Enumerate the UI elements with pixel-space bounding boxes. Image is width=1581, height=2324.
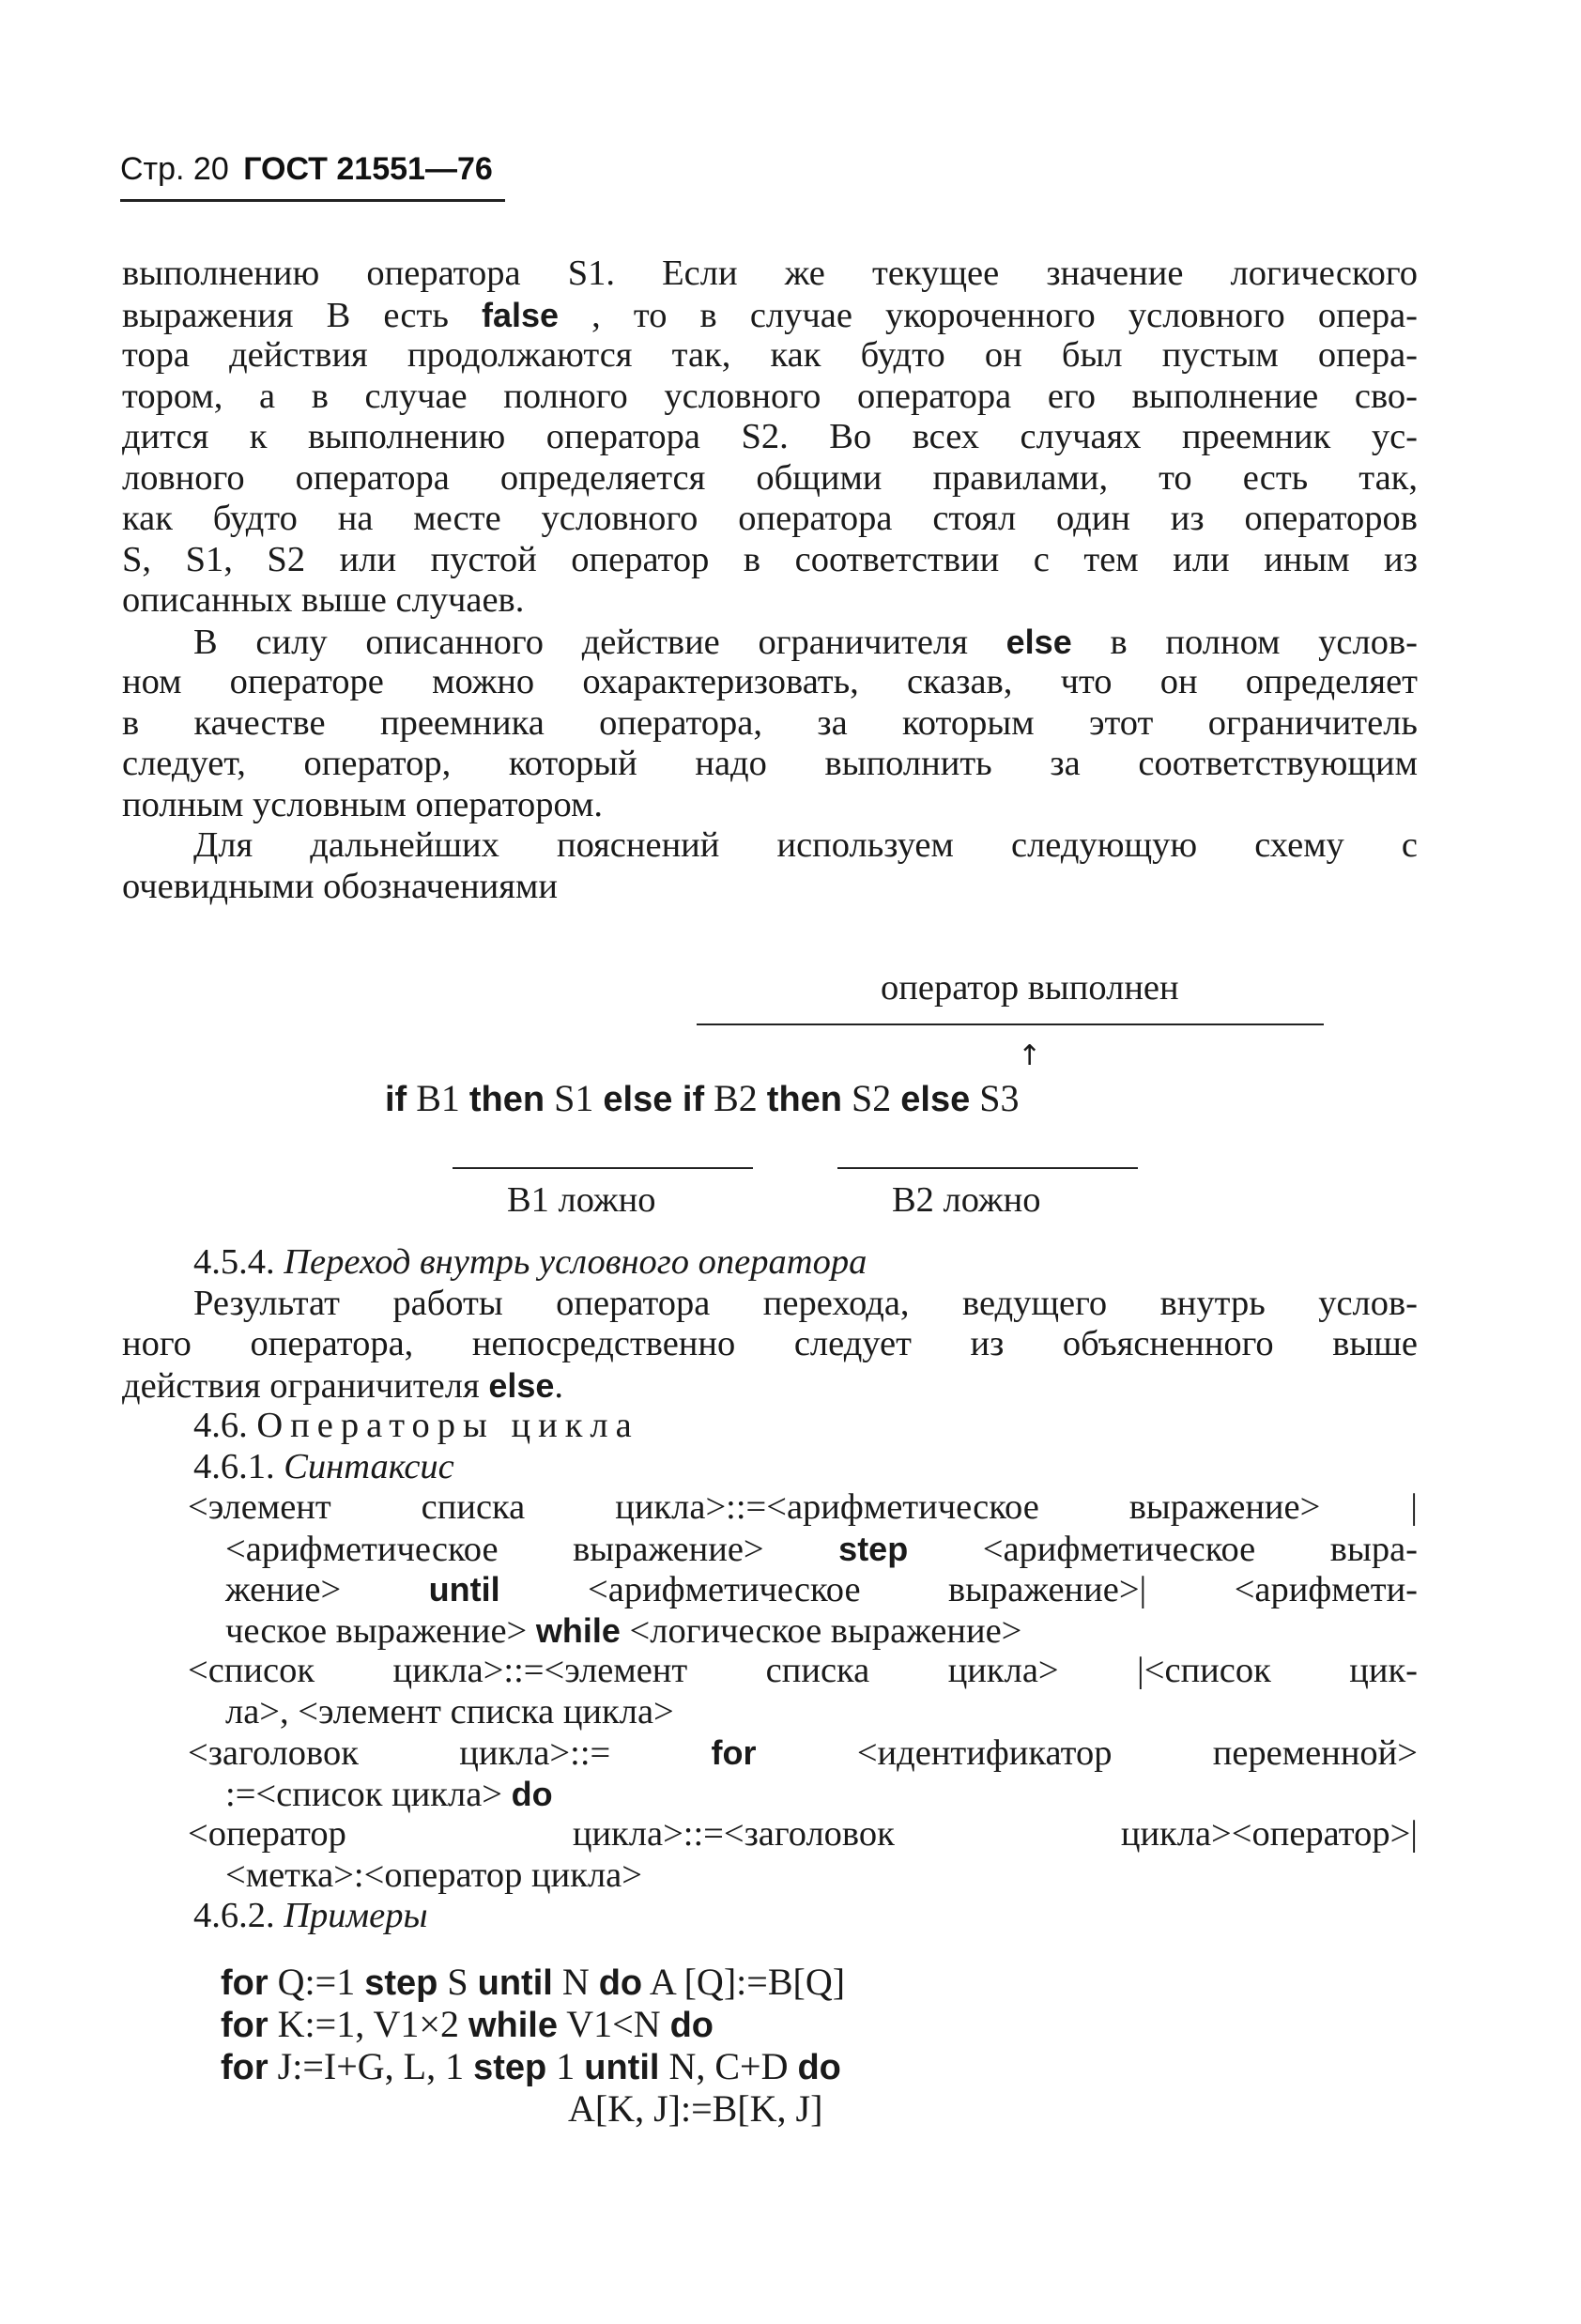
body-text-top <box>122 254 1418 907</box>
text-run: A[K, J]:=B[K, J] <box>568 2087 823 2130</box>
keyword: for <box>221 2048 269 2087</box>
text-run: N <box>552 1961 599 2003</box>
text-run: S <box>437 1961 478 2003</box>
example-line <box>221 2003 845 2045</box>
keyword: step <box>364 1963 438 2003</box>
syntax-line <box>122 1732 1418 1774</box>
text-run: N, C+D <box>659 2045 798 2087</box>
text-line <box>122 1365 1418 1407</box>
syntax-line <box>122 1814 1418 1855</box>
loop-syntax-rules <box>122 1487 1418 1896</box>
text-line: ного оператора, непосредственно следует из объясненного выше <box>122 1324 1418 1363</box>
paragraph-scheme-intro <box>122 825 1418 907</box>
keyword: for <box>711 1733 757 1772</box>
text-line <box>122 295 1418 336</box>
scheme-top-label: оператор выполнен <box>881 968 1179 1008</box>
section-4-6-2-heading: 4.6.2. Примеры <box>193 1896 428 1935</box>
scheme-expression <box>385 1077 1019 1121</box>
text-run: B1 <box>407 1077 469 1119</box>
text-run: K:=1, V1×2 <box>268 2003 468 2045</box>
text-run: <элемент списка цикла>::=<арифметическое выражение> | <box>188 1487 1418 1527</box>
text-run: <метка>:<оператор цикла> <box>225 1855 642 1895</box>
section-4-5-4-heading: 4.5.4. Переход внутрь условного оператора <box>193 1242 867 1282</box>
text-run: <логическое выражение> <box>620 1610 1022 1651</box>
keyword: do <box>797 2048 841 2087</box>
text-line: полным условным оператором. <box>122 784 604 824</box>
text-run: <список цикла>::=<элемент списка цикла> |<список цик- <box>188 1651 1418 1690</box>
text-run: в полном услов- <box>1071 622 1418 662</box>
text-run: жение> <box>225 1570 429 1609</box>
text-run: S3 <box>970 1077 1020 1119</box>
text-run: В силу описанного действие ограничителя <box>193 622 1006 662</box>
keyword: until <box>477 1963 553 2003</box>
keyword: do <box>511 1774 553 1813</box>
standard-number: ГОСТ 21551—76 <box>243 151 493 187</box>
keyword: do <box>669 2006 714 2045</box>
text-line: выполнению оператора S1. Если же текущее значение логического <box>122 254 1418 293</box>
example-line <box>221 2087 845 2130</box>
text-line: Для дальнейших пояснений используем следующую схему с <box>193 825 1418 865</box>
text-line: тором, а в случае полного условного оператора его выполнение сво- <box>122 376 1418 416</box>
keyword: while <box>535 1610 621 1650</box>
text-run: A [Q]:=B[Q] <box>642 1961 846 2003</box>
text-line: очевидными обозначениями <box>122 866 558 906</box>
page-number: Стр. 20 <box>120 151 229 187</box>
text-line: ловного оператора определяется общими правилами, то есть так, <box>122 457 1418 498</box>
text-run: <арифметическое выражение> <box>225 1529 839 1569</box>
keyword: for <box>221 1963 269 2003</box>
text-run: , то в случае укороченного условного опера- <box>559 295 1418 335</box>
text-run: S2 <box>842 1077 901 1119</box>
keyword: then <box>468 1080 545 1119</box>
scheme-b2-rule <box>837 1167 1138 1169</box>
text-run: <арифметическое выражение>| <арифмети- <box>499 1570 1418 1609</box>
keyword: else <box>488 1365 555 1405</box>
section-4-6-heading: 4.6. Операторы цикла <box>193 1406 639 1445</box>
up-arrow-icon: ↑ <box>1018 1039 1042 1072</box>
keyword: step <box>473 2048 547 2087</box>
syntax-line <box>122 1529 1418 1570</box>
section-4-6-1-heading: 4.6.1. Синтаксис <box>193 1446 454 1486</box>
keyword: if <box>385 1080 407 1119</box>
text-line: дится к выполнению оператора S2. Во всех случаях преемник ус- <box>122 417 1418 456</box>
text-run: 1 <box>546 2045 585 2087</box>
keyword: do <box>598 1963 643 2003</box>
keyword: until <box>584 2048 660 2087</box>
syntax-line <box>122 1774 1418 1815</box>
example-line <box>221 1961 845 2003</box>
text-run: ческое выражение> <box>225 1610 536 1651</box>
keyword: then <box>766 1080 843 1119</box>
paragraph-else-delimiter <box>122 622 1418 826</box>
text-run: <заголовок цикла>::= <box>188 1733 712 1773</box>
paragraph-operator-s2 <box>122 254 1418 622</box>
text-line <box>122 622 1418 663</box>
text-line: в качестве преемника оператора, за которым этот ограничитель <box>122 702 1418 743</box>
text-line: следует, оператор, который надо выполнить за соответствующим <box>122 744 1418 783</box>
text-run: S1 <box>545 1077 604 1119</box>
text-run: Q:=1 <box>268 1961 365 2003</box>
example-line <box>221 2045 845 2087</box>
syntax-line <box>122 1651 1418 1692</box>
text-run: <идентификатор переменной> <box>756 1733 1418 1773</box>
keyword: for <box>221 2006 269 2045</box>
syntax-line <box>122 1855 1418 1897</box>
text-line: S, S1, S2 или пустой оператор в соответствии с тем или иным из <box>122 539 1418 579</box>
text-run: J:=I+G, L, 1 <box>268 2045 474 2087</box>
scheme-b2-label: B2 ложно <box>892 1180 1041 1220</box>
loop-examples <box>221 1961 845 2130</box>
keyword: until <box>428 1570 500 1608</box>
keyword: while <box>468 2006 558 2045</box>
text-run: . <box>554 1365 564 1406</box>
text-run: <оператор цикла>::=<заголовок цикла><оператор>| <box>188 1814 1418 1854</box>
text-line: ном операторе можно охарактеризовать, сказав, что он определяет <box>122 662 1418 701</box>
text-run: ла>, <элемент списка цикла> <box>225 1691 674 1731</box>
keyword: else <box>900 1080 971 1119</box>
body-text-bottom <box>122 1242 1418 1937</box>
keyword: false <box>481 295 560 334</box>
keyword: else <box>1005 622 1072 661</box>
text-run: :=<список цикла> <box>225 1774 512 1814</box>
text-run: <арифметическое выра- <box>908 1529 1418 1569</box>
syntax-line <box>122 1487 1418 1529</box>
text-line: как будто на месте условного оператора стоял один из операторов <box>122 499 1418 538</box>
syntax-line <box>122 1569 1418 1610</box>
scheme-b1-label: B1 ложно <box>507 1180 656 1220</box>
keyword: step <box>838 1529 909 1568</box>
text-line: описанных выше случаев. <box>122 580 525 620</box>
syntax-line <box>122 1610 1418 1652</box>
running-head <box>120 150 493 188</box>
keyword: else if <box>603 1080 705 1119</box>
scheme-top-rule <box>697 1023 1324 1025</box>
text-run: выражения B есть <box>122 295 482 335</box>
syntax-line <box>122 1692 1418 1733</box>
text-line: тора действия продолжаются так, как будто он был пустым опера- <box>122 335 1418 375</box>
scheme-b1-rule <box>453 1167 753 1169</box>
text-run: действия ограничителя <box>122 1365 489 1406</box>
paragraph-goto-into-conditional <box>122 1284 1418 1407</box>
header-rule <box>120 199 505 202</box>
text-run: V1<N <box>557 2003 670 2045</box>
text-line: Результат работы оператора перехода, ведущего внутрь услов- <box>193 1283 1418 1323</box>
text-run: B2 <box>704 1077 767 1119</box>
